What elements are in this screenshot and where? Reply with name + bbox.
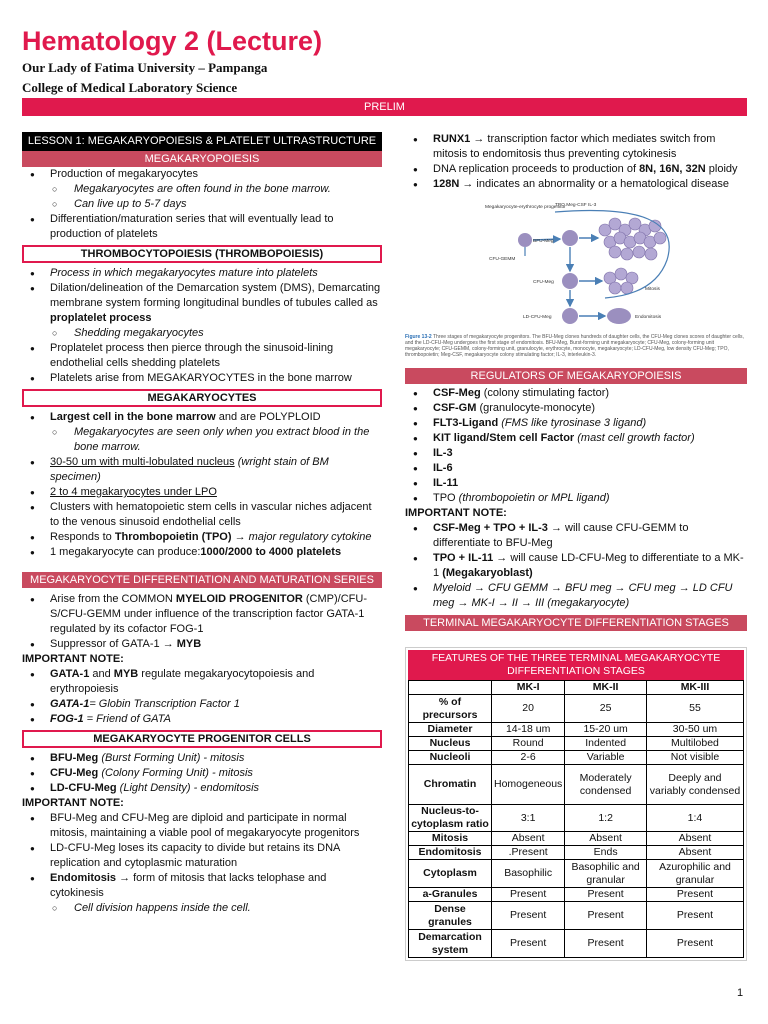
table-row bbox=[409, 695, 744, 723]
list-item: ● RUNX1 → transcription factor which mediates switch from mitosis to endomitosis thus preventing cytokinesis bbox=[405, 132, 747, 162]
school-name: Our Lady of Fatima University – Pampanga bbox=[22, 60, 268, 75]
list-item: ○ Cell division happens inside the cell. bbox=[22, 901, 382, 916]
table-cell: Basophilic and granular bbox=[565, 860, 647, 888]
list-item: ● Dilation/delineation of the Demarcation system (DMS), Demarcating membrane system forming longitudinal bundles of tubules called as proplatelet process bbox=[22, 281, 382, 326]
table-title: FEATURES OF THE THREE TERMINAL MEGAKARYOCYTE DIFFERENTIATION STAGES bbox=[408, 650, 744, 680]
list-item: ● BFU-Meg (Burst Forming Unit) - mitosis bbox=[22, 751, 382, 766]
list-item: ● CSF-Meg + TPO + IL-3 → will cause CFU-GEMM to differentiate to BFU-Meg bbox=[405, 521, 747, 551]
features-table bbox=[408, 680, 744, 958]
table-header: MK-III bbox=[646, 681, 743, 695]
row-header-cell: Nucleoli bbox=[409, 751, 492, 765]
list-item: ● LD-CFU-Meg loses its capacity to divide but retains its DNA replication and cytoplasmic maturation bbox=[22, 841, 382, 871]
table-cell: Present bbox=[646, 902, 743, 930]
differentiation-list bbox=[22, 592, 382, 652]
table-cell: Variable bbox=[565, 751, 647, 765]
table-cell: Multilobed bbox=[646, 737, 743, 751]
row-header-cell: a-Granules bbox=[409, 888, 492, 902]
list-item: ● 30-50 um with multi-lobulated nucleus (wright stain of BM specimen) bbox=[22, 455, 382, 485]
bfu-meg-cell bbox=[562, 230, 578, 246]
college-name: College of Medical Laboratory Science bbox=[22, 80, 238, 95]
list-item: ● Myeloid → CFU GEMM → BFU meg → CFU meg → LD CFU meg → MK-I → II → III (megakaryocyte) bbox=[405, 581, 747, 611]
list-item: ● Arise from the COMMON MYELOID PROGENITOR (CMP)/CFU-S/CFU-GEMM under influence of the transcription factor GATA-1 regulated by its cofactor FOG-1 bbox=[22, 592, 382, 637]
page-title: Hematology 2 (Lecture) bbox=[22, 26, 323, 56]
progenitor-heading: MEGAKARYOCYTE PROGENITOR CELLS bbox=[22, 730, 382, 748]
regulators-list bbox=[405, 386, 747, 506]
megakaryopoiesis-list bbox=[22, 167, 382, 242]
list-item: ● Production of megakaryocytes bbox=[22, 167, 382, 182]
table-cell: Round bbox=[492, 737, 565, 751]
list-item: ● Responds to Thrombopoietin (TPO) → major regulatory cytokine bbox=[22, 530, 382, 545]
table-row bbox=[409, 888, 744, 902]
table-row bbox=[409, 832, 744, 846]
regulators-note-list bbox=[405, 521, 747, 611]
megakaryocytes-list bbox=[22, 410, 382, 560]
table-cell: Present bbox=[646, 930, 743, 958]
list-item: ○ Can live up to 5-7 days bbox=[22, 197, 382, 212]
list-item: ● LD-CFU-Meg (Light Density) - endomitosis bbox=[22, 781, 382, 796]
table-cell: Azurophilic and granular bbox=[646, 860, 743, 888]
table-row bbox=[409, 805, 744, 832]
progenitor-cell bbox=[518, 233, 532, 247]
label-tpo: TPO Meg-CSF IL-3 bbox=[555, 203, 597, 208]
cfu-meg-colony bbox=[604, 268, 638, 294]
row-header-cell: Nucleus bbox=[409, 737, 492, 751]
list-item: ● BFU-Meg and CFU-Meg are diploid and participate in normal mitosis, maintaining a viable pool of megakaryocyte progenitors bbox=[22, 811, 382, 841]
table-cell: Present bbox=[565, 902, 647, 930]
list-item: ● Proplatelet process then pierce through the sinusoid-lining endothelial cells shedding platelets bbox=[22, 341, 382, 371]
list-item: ○ Shedding megakaryocytes bbox=[22, 326, 382, 341]
bfu-meg-colony bbox=[599, 218, 666, 260]
list-item: ● Endomitosis → form of mitosis that lacks telophase and cytokinesis bbox=[22, 871, 382, 901]
table-cell: Present bbox=[565, 930, 647, 958]
progenitor-diagram bbox=[405, 198, 747, 330]
list-item: ● KIT ligand/Stem cell Factor (mast cell growth factor) bbox=[405, 431, 747, 446]
list-item: ● 1 megakaryocyte can produce:1000/2000 to 4000 platelets bbox=[22, 545, 382, 560]
right-column bbox=[405, 132, 747, 961]
table-cell: Not visible bbox=[646, 751, 743, 765]
table-header-row bbox=[409, 681, 744, 695]
list-item: ● FOG-1 = Friend of GATA bbox=[22, 712, 382, 727]
table-cell: Homogeneous bbox=[492, 765, 565, 805]
table-cell: Ends bbox=[565, 846, 647, 860]
progenitor-list bbox=[22, 751, 382, 796]
row-header-cell: Mitosis bbox=[409, 832, 492, 846]
row-header-cell: Dense granules bbox=[409, 902, 492, 930]
list-item: ● 2 to 4 megakaryocytes under LPO bbox=[22, 485, 382, 500]
row-header-cell: % of precursors bbox=[409, 695, 492, 723]
regulators-heading: REGULATORS OF MEGAKARYOPOIESIS bbox=[405, 368, 747, 384]
table-cell: Present bbox=[492, 902, 565, 930]
list-item: ● IL-6 bbox=[405, 461, 747, 476]
important-note-label: IMPORTANT NOTE: bbox=[22, 653, 124, 665]
label-bfu: BFU-Meg bbox=[533, 239, 554, 244]
endomitosis-cell bbox=[607, 308, 631, 324]
list-item: ● DNA replication proceeds to production of 8N, 16N, 32N ploidy bbox=[405, 162, 747, 177]
list-item: ● TPO (thrombopoietin or MPL ligand) bbox=[405, 491, 747, 506]
label-mep: Megakaryocyte-erythrocyte progenitor bbox=[485, 205, 566, 210]
table-cell: Present bbox=[492, 930, 565, 958]
list-item: ○ Megakaryocytes are often found in the bone marrow. bbox=[22, 182, 382, 197]
table-cell: Absent bbox=[646, 846, 743, 860]
table-header: MK-I bbox=[492, 681, 565, 695]
table-cell: 1:2 bbox=[565, 805, 647, 832]
important-note-label: IMPORTANT NOTE: bbox=[22, 797, 124, 809]
row-header-cell: Endomitosis bbox=[409, 846, 492, 860]
important-note-label: IMPORTANT NOTE: bbox=[405, 507, 507, 519]
table-cell: 20 bbox=[492, 695, 565, 723]
page-number: 1 bbox=[737, 987, 744, 999]
table-row bbox=[409, 846, 744, 860]
table-cell: 2-6 bbox=[492, 751, 565, 765]
list-item: ● Clusters with hematopoietic stem cells in vascular niches adjacent to the venous sinusoid endothelial cells bbox=[22, 500, 382, 530]
terminal-stages-heading: TERMINAL MEGAKARYOCYTE DIFFERENTIATION STAGES bbox=[405, 615, 747, 631]
table-cell: 3:1 bbox=[492, 805, 565, 832]
table-cell: Present bbox=[492, 888, 565, 902]
table-cell: Deeply and variably condensed bbox=[646, 765, 743, 805]
table-cell: 14-18 um bbox=[492, 723, 565, 737]
label-cfugemm: CFU-GEMM bbox=[489, 257, 516, 262]
table-cell: .Present bbox=[492, 846, 565, 860]
table-row bbox=[409, 860, 744, 888]
table-cell: 55 bbox=[646, 695, 743, 723]
table-cell: Present bbox=[646, 888, 743, 902]
megakaryocytes-heading: MEGAKARYOCYTES bbox=[22, 389, 382, 407]
left-column bbox=[22, 132, 382, 916]
row-header-cell: Diameter bbox=[409, 723, 492, 737]
table-cell: Absent bbox=[565, 832, 647, 846]
progenitor-note-list bbox=[22, 811, 382, 916]
table-row bbox=[409, 902, 744, 930]
thrombocytopoiesis-heading: THROMBOCYTOPOIESIS (THROMBOPOIESIS) bbox=[22, 245, 382, 263]
table-cell: 30-50 um bbox=[646, 723, 743, 737]
table-row bbox=[409, 930, 744, 958]
megakaryopoiesis-heading: MEGAKARYOPOIESIS bbox=[22, 151, 382, 167]
list-item: ○ Megakaryocytes are seen only when you extract blood in the bone marrow. bbox=[22, 425, 382, 455]
lesson-title: LESSON 1: MEGAKARYOPOIESIS & PLATELET ULTRASTRUCTURE bbox=[22, 132, 382, 151]
differentiation-heading: MEGAKARYOCYTE DIFFERENTIATION AND MATURATION SERIES bbox=[22, 572, 382, 588]
list-item: ● Largest cell in the bone marrow and are POLYPLOID bbox=[22, 410, 382, 425]
list-item: ● GATA-1 and MYB regulate megakaryocytopoiesis and erythropoiesis bbox=[22, 667, 382, 697]
list-item: ● CSF-Meg (colony stimulating factor) bbox=[405, 386, 747, 401]
thrombocytopoiesis-list bbox=[22, 266, 382, 386]
gata-note-list bbox=[22, 667, 382, 727]
list-item: ● GATA-1= Globin Transcription Factor 1 bbox=[22, 697, 382, 712]
label-ld: LD-CFU-Meg bbox=[523, 315, 552, 320]
list-item: ● Process in which megakaryocytes mature into platelets bbox=[22, 266, 382, 281]
list-item: ● Suppressor of GATA-1 → MYB bbox=[22, 637, 382, 652]
row-header-cell: Chromatin bbox=[409, 765, 492, 805]
list-item: ● Platelets arise from MEGAKARYOCYTES in the bone marrow bbox=[22, 371, 382, 386]
table-row bbox=[409, 751, 744, 765]
table-cell: Absent bbox=[646, 832, 743, 846]
table-cell: Present bbox=[565, 888, 647, 902]
features-table-container bbox=[405, 647, 747, 961]
table-cell: Absent bbox=[492, 832, 565, 846]
list-item: ● IL-3 bbox=[405, 446, 747, 461]
table-row bbox=[409, 737, 744, 751]
row-header-cell: Cytoplasm bbox=[409, 860, 492, 888]
table-header: MK-II bbox=[565, 681, 647, 695]
table-row bbox=[409, 765, 744, 805]
list-item: ● CSF-GM (granulocyte-monocyte) bbox=[405, 401, 747, 416]
ld-cfu-meg-cell bbox=[562, 308, 578, 324]
list-item: ● CFU-Meg (Colony Forming Unit) - mitosis bbox=[22, 766, 382, 781]
label-endo: Endomitosis bbox=[635, 315, 662, 320]
row-header-cell: Demarcation system bbox=[409, 930, 492, 958]
runx-list bbox=[405, 132, 747, 192]
table-cell: Basophilic bbox=[492, 860, 565, 888]
progenitor-figure bbox=[405, 198, 747, 330]
table-cell: Indented bbox=[565, 737, 647, 751]
list-item: ● FLT3-Ligand (FMS like tyrosinase 3 ligand) bbox=[405, 416, 747, 431]
table-cell: 15-20 um bbox=[565, 723, 647, 737]
list-item: ● TPO + IL-11 → will cause LD-CFU-Meg to differentiate to a MK-1 (Megakaryoblast) bbox=[405, 551, 747, 581]
table-header bbox=[409, 681, 492, 695]
list-item: ● IL-11 bbox=[405, 476, 747, 491]
table-row bbox=[409, 723, 744, 737]
list-item: ● Differentiation/maturation series that will eventually lead to production of platelets bbox=[22, 212, 382, 242]
label-mitosis: Mitosis bbox=[645, 287, 660, 292]
label-cfu: CFU-Meg bbox=[533, 280, 554, 285]
figure-caption: Figure 13-2 Three stages of megakaryocyte progenitors. The BFU-Meg clones hundreds of daughter cells, the CFU-Meg clones scores of daughter cells, and the LD-CFU-Meg undergoes the first stage of endomitosis. BFU-Meg, Burst-forming unit megakaryocyte; CFU-Meg, colony-forming unit megakaryocyte; CFU-GEMM, colony-forming unit, granulocyte, erythrocyte, monocyte, megakaryocyte; LD-CFU-Meg, low density CFU-Meg; TPO, thrombopoietin; Meg-CSF, megakaryocyte colony stimulating factor; IL-3, interleukin-3. bbox=[405, 334, 744, 358]
table-cell: Moderately condensed bbox=[565, 765, 647, 805]
row-header-cell: Nucleus-to-cytoplasm ratio bbox=[409, 805, 492, 832]
section-banner: PRELIM bbox=[22, 98, 747, 116]
cfu-meg-cell bbox=[562, 273, 578, 289]
table-cell: 1:4 bbox=[646, 805, 743, 832]
table-cell: 25 bbox=[565, 695, 647, 723]
list-item: ● 128N → indicates an abnormality or a hematological disease bbox=[405, 177, 747, 192]
